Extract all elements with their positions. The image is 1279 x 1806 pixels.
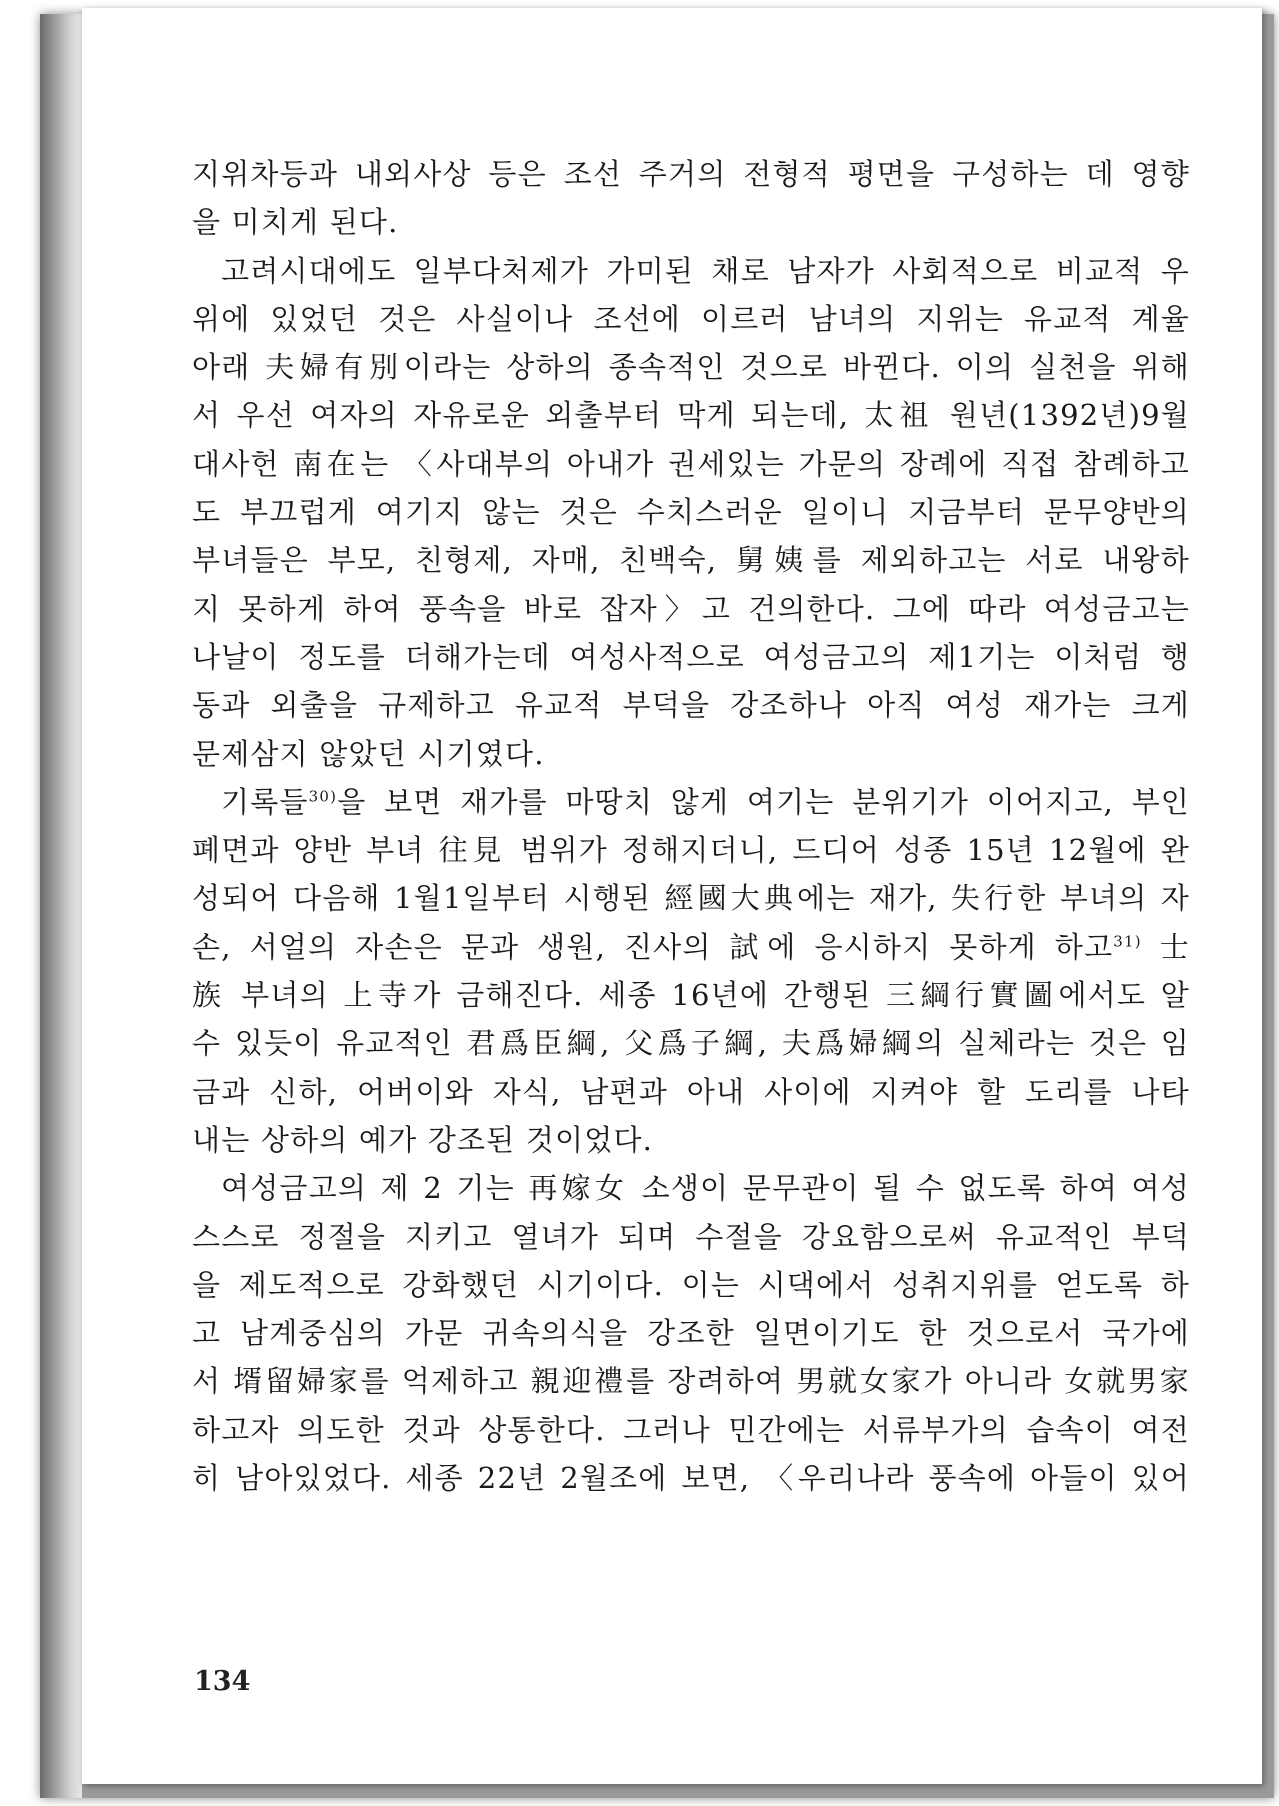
text-line: 내는 상하의 예가 강조된 것이었다. bbox=[192, 1122, 654, 1157]
text-line: 지위차등과 내외사상 등은 조선 주거의 전형적 평면을 구성하는 데 영향 bbox=[192, 157, 1190, 191]
page-number: 134 bbox=[194, 1666, 251, 1697]
text-line: 族 부녀의 上寺가 금해진다. 세종 16년에 간행된 三綱行實圖에서도 알 bbox=[192, 978, 1190, 1013]
text-line: 고 남계중심의 가문 귀속의식을 강조한 일면이기도 한 것으로서 국가에 bbox=[192, 1316, 1190, 1351]
text-line: 을 미치게 된다. bbox=[192, 205, 399, 240]
text-line bbox=[192, 923, 1190, 971]
text-line: 여성금고의 제 2 기는 再嫁女 소생이 문무관이 될 수 없도록 하여 여성 bbox=[221, 1171, 1190, 1206]
book-spine bbox=[40, 14, 82, 1798]
text-line: 고려시대에도 일부다처제가 가미된 채로 남자가 사회적으로 비교적 우 bbox=[221, 253, 1190, 288]
text-line: 동과 외출을 규제하고 유교적 부덕을 강조하나 아직 여성 재가는 크게 bbox=[192, 688, 1190, 723]
text-line: 서 壻留婦家를 억제하고 親迎禮를 장려하여 男就女家가 아니라 女就男家 bbox=[192, 1364, 1190, 1399]
text-line: 하고자 의도한 것과 상통한다. 그러나 민간에는 서류부가의 습속이 여전 bbox=[192, 1412, 1190, 1447]
text-line bbox=[192, 778, 1190, 826]
text-line: 스스로 정절을 지키고 열녀가 되며 수절을 강요함으로써 유교적인 부덕 bbox=[192, 1219, 1190, 1254]
text-line: 문제삼지 않았던 시기였다. bbox=[192, 736, 545, 771]
text-line: 수 있듯이 유교적인 君爲臣綱, 父爲子綱, 夫爲婦綱의 실체라는 것은 임 bbox=[192, 1026, 1190, 1061]
text-line: 부녀들은 부모, 친형제, 자매, 친백숙, 舅姨를 제외하고는 서로 내왕하 bbox=[192, 543, 1190, 578]
text-segment: 기록들 bbox=[221, 784, 309, 819]
text-line: 대사헌 南在는 〈사대부의 아내가 권세있는 가문의 장례에 직접 참례하고 bbox=[192, 446, 1190, 481]
text-line: 금과 신하, 어버이와 자식, 남편과 아내 사이에 지켜야 할 도리를 나타 bbox=[192, 1074, 1190, 1109]
text-segment: 손, 서얼의 자손은 문과 생원, 진사의 試에 응시하지 못하게 하고 bbox=[192, 929, 1114, 964]
text-segment: 을 보면 재가를 마땅치 않게 여기는 분위기가 이어지고, 부인 bbox=[337, 784, 1190, 819]
text-line: 위에 있었던 것은 사실이나 조선에 이르러 남녀의 지위는 유교적 계율 bbox=[192, 301, 1190, 336]
body-text bbox=[192, 150, 1190, 1502]
text-line: 폐면과 양반 부녀 往見 범위가 정해지더니, 드디어 성종 15년 12월에 완 bbox=[192, 833, 1190, 868]
book-page bbox=[82, 8, 1262, 1784]
text-line: 아래 夫婦有別이라는 상하의 종속적인 것으로 바뀐다. 이의 실천을 위해 bbox=[192, 350, 1190, 385]
footnote-marker: 30) bbox=[308, 787, 338, 806]
text-line: 서 우선 여자의 자유로운 외출부터 막게 되는데, 太祖 원년(1392년)9월 bbox=[192, 398, 1190, 433]
text-line: 히 남아있었다. 세종 22년 2월조에 보면, 〈우리나라 풍속에 아들이 있어 bbox=[192, 1461, 1190, 1496]
text-line: 도 부끄럽게 여기지 않는 것은 수치스러운 일이니 지금부터 문무양반의 bbox=[192, 495, 1190, 530]
text-line: 을 제도적으로 강화했던 시기이다. 이는 시댁에서 성취지위를 얻도록 하 bbox=[192, 1267, 1190, 1302]
text-line: 지 못하게 하여 풍속을 바로 잡자〉고 건의한다. 그에 따라 여성금고는 bbox=[192, 591, 1190, 626]
footnote-marker: 31) bbox=[1113, 932, 1142, 951]
text-line: 나날이 정도를 더해가는데 여성사적으로 여성금고의 제1기는 이처럼 행 bbox=[192, 639, 1190, 674]
text-line: 성되어 다음해 1월1일부터 시행된 經國大典에는 재가, 失行한 부녀의 자 bbox=[192, 881, 1190, 916]
text-segment: 士 bbox=[1141, 929, 1190, 964]
